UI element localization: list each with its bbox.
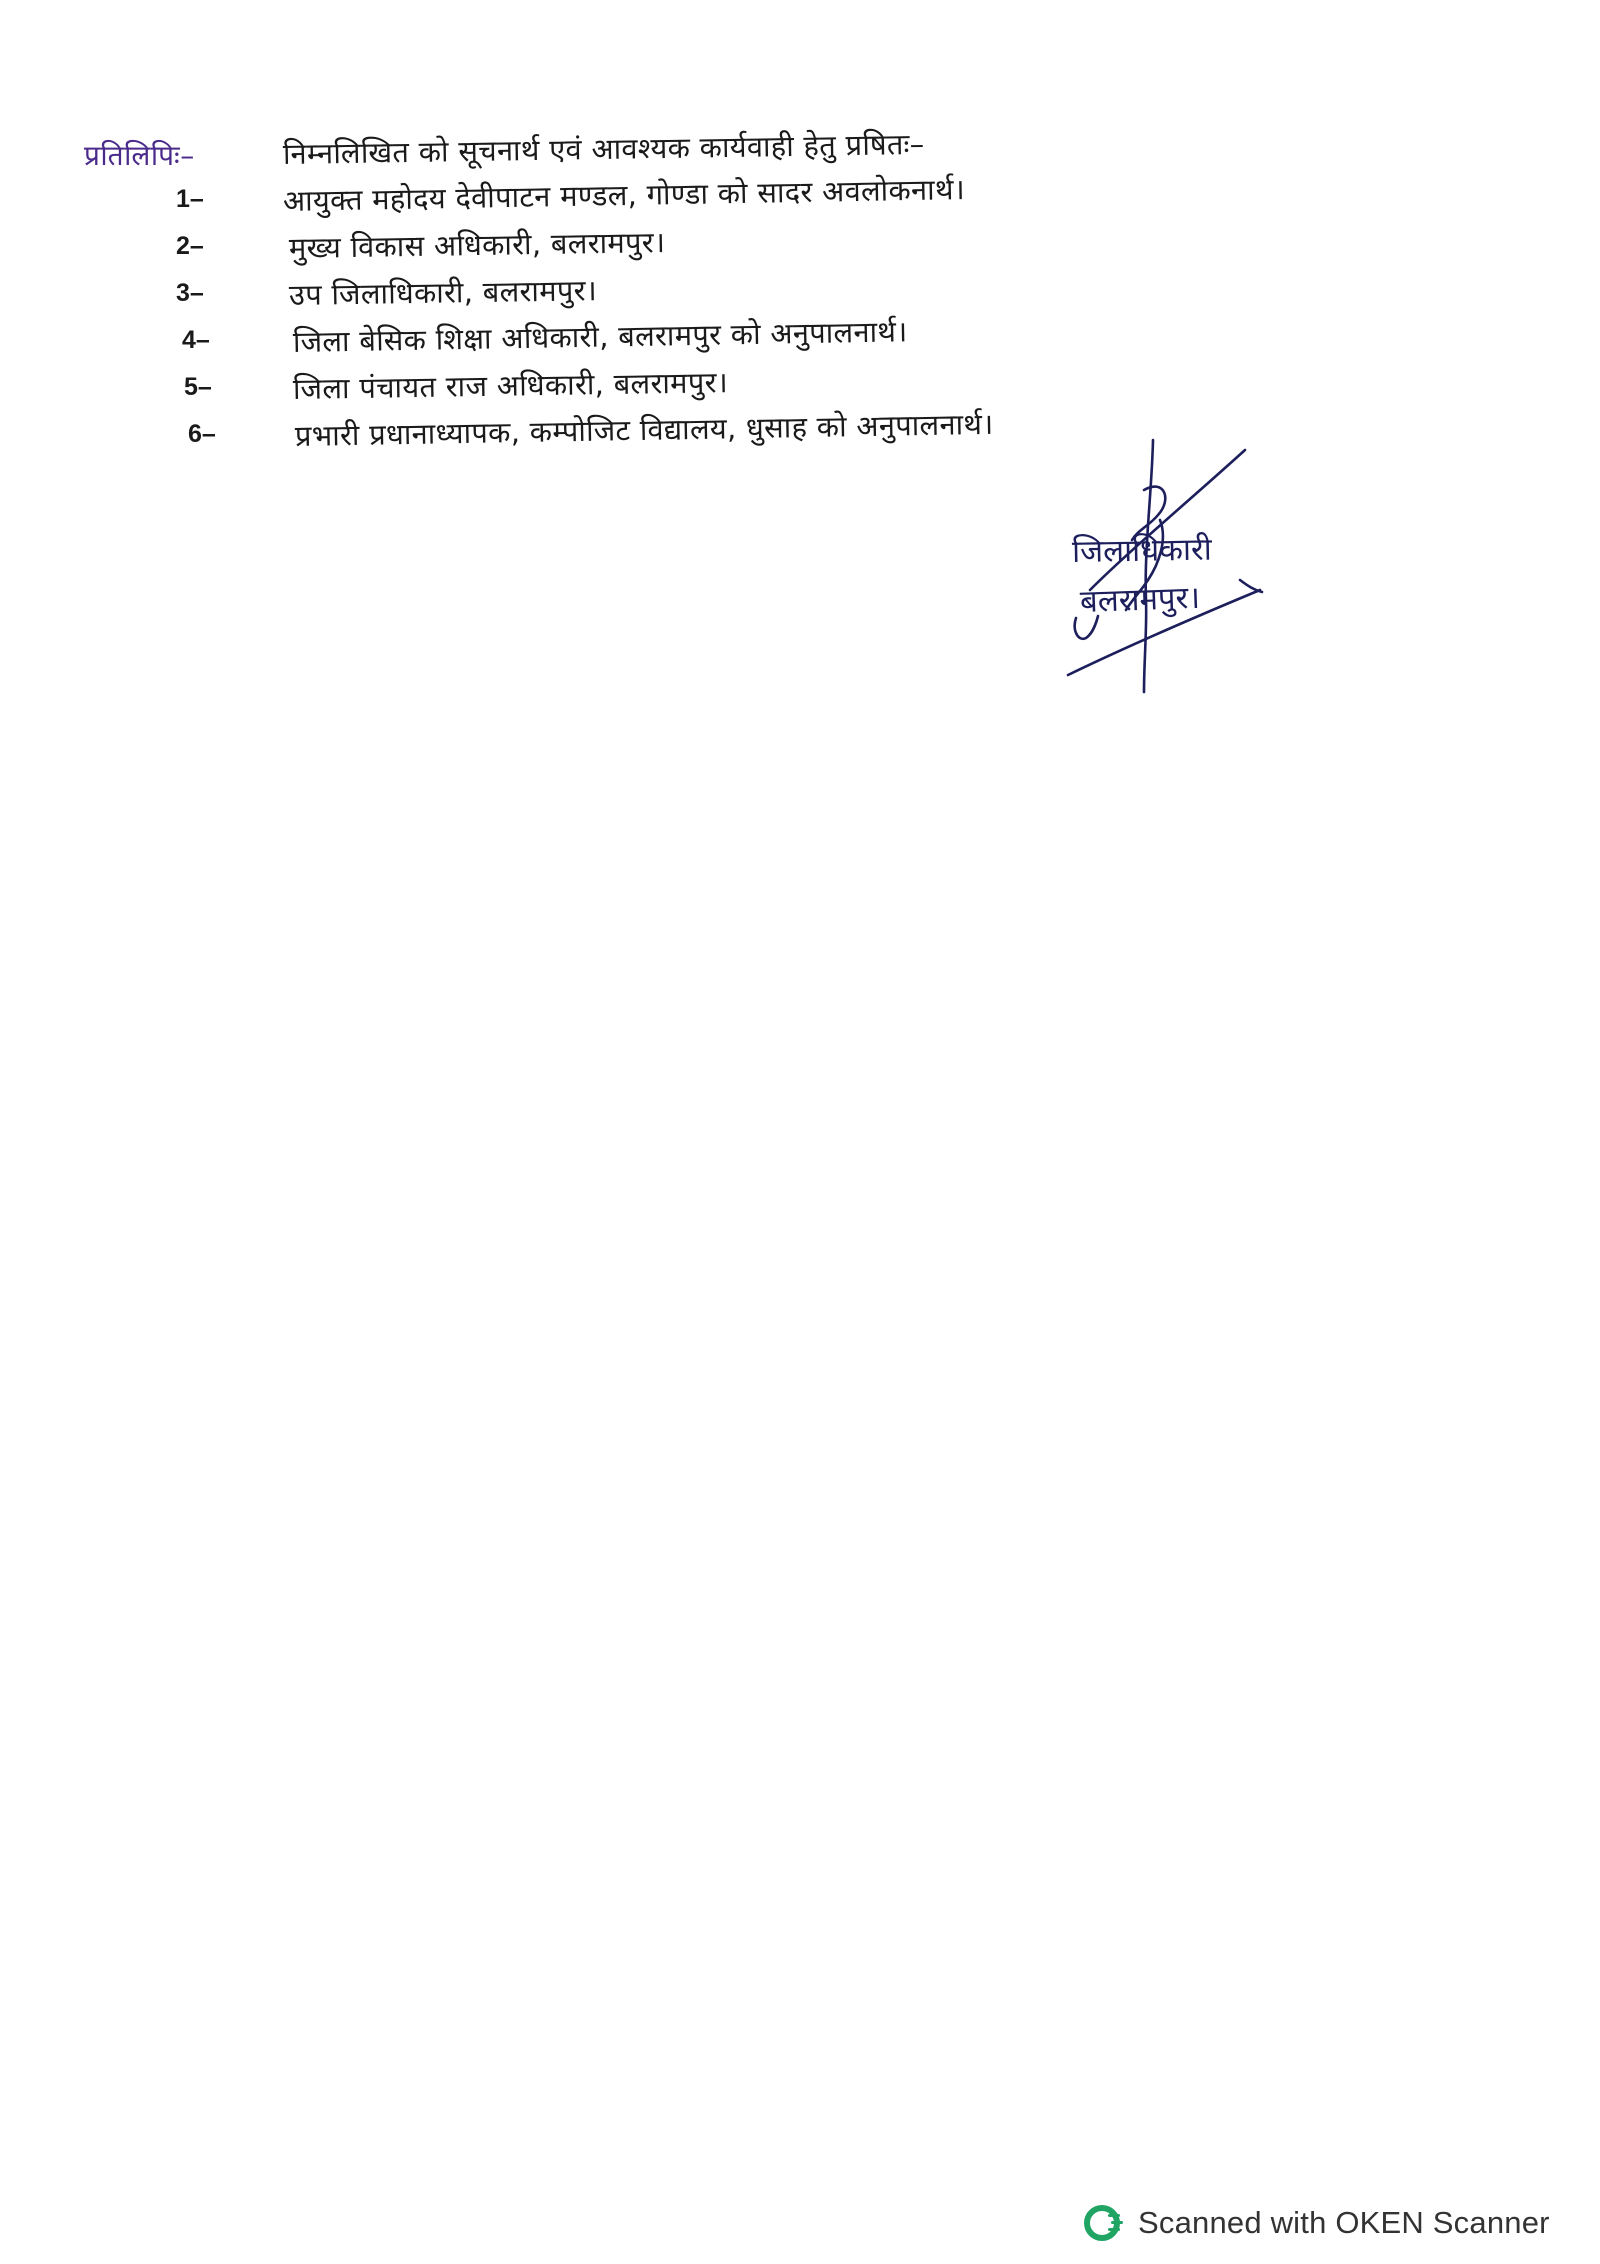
list-item-text: आयुक्त महोदय देवीपाटन मण्डल, गोण्डा को सादर अवलोकनार्थ।: [282, 172, 966, 218]
list-item: [78, 224, 1078, 271]
list-item-text: उप जिलाधिकारी, बलरामपुर।: [288, 273, 598, 312]
copy-to-heading: प्रतिलिपिः–: [84, 139, 195, 172]
list-item-number: 6–: [188, 420, 216, 448]
list-item-number: 3–: [176, 279, 204, 307]
list-item: [78, 172, 1078, 224]
list-item: [78, 406, 1078, 459]
oken-scanner-logo-icon: [1082, 2201, 1126, 2245]
list-item-text: जिला पंचायत राज अधिकारी, बलरामपुर।: [292, 365, 729, 406]
list-item-text: जिला बेसिक शिक्षा अधिकारी, बलरामपुर को अनुपालनार्थ।: [292, 314, 908, 359]
list-item-number: 2–: [176, 232, 204, 260]
signature-designation: जिलाधिकारी: [1071, 531, 1213, 570]
list-item-number: 5–: [184, 373, 212, 401]
list-item: [78, 271, 1078, 318]
scanner-watermark: [1082, 2198, 1550, 2248]
copy-to-intro: निम्नलिखित को सूचनार्थ एवं आवश्यक कार्यवाही हेतु प्रषितः–: [282, 126, 925, 171]
signature-location: बलरामपुर।: [1079, 579, 1201, 620]
signature-block: [1040, 430, 1300, 700]
list-item-number: 4–: [182, 326, 210, 354]
list-item-text: प्रभारी प्रधानाध्यापक, कम्पोजिट विद्यालय, धुसाह को अनुपालनार्थ।: [294, 406, 994, 453]
list-item-text: मुख्य विकास अधिकारी, बलरामपुर।: [288, 225, 666, 265]
list-item-number: 1–: [176, 185, 204, 213]
list-item: [78, 314, 1078, 365]
scanner-watermark-text: Scanned with OKEN Scanner: [1138, 2205, 1550, 2240]
copy-to-section: [78, 126, 1078, 459]
